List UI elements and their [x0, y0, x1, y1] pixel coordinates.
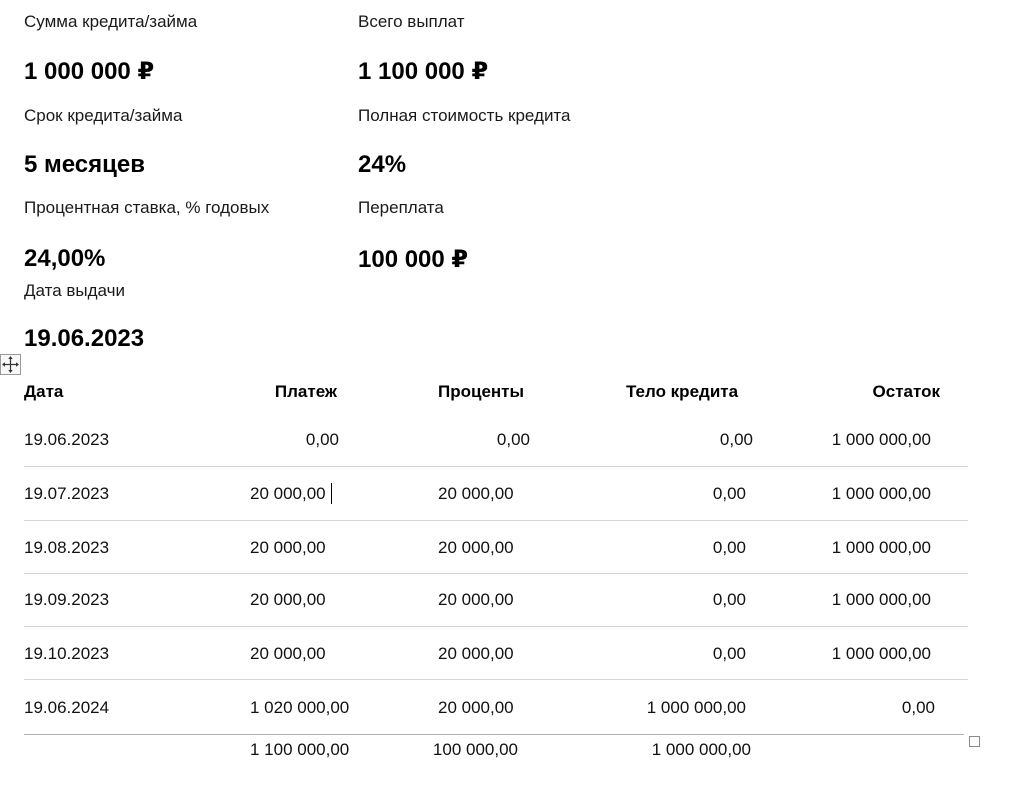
rate-value: 24,00% — [24, 245, 106, 272]
cell-payment[interactable]: 20 000,00 — [250, 484, 326, 503]
full-cost-label: Полная стоимость кредита — [358, 106, 571, 125]
cell-payment[interactable]: 1 020 000,00 — [250, 698, 350, 717]
total-payments-label: Всего выплат — [358, 12, 465, 31]
cell-balance[interactable]: 1 000 000,00 — [831, 484, 931, 503]
cell-principal[interactable]: 0,00 — [712, 644, 746, 663]
cell-balance[interactable]: 1 000 000,00 — [831, 538, 931, 557]
cell-principal[interactable]: 0,00 — [712, 538, 746, 557]
total-payments-value: 1 100 000 ₽ — [358, 58, 489, 85]
cell-balance[interactable]: 1 000 000,00 — [831, 644, 931, 663]
rate-label: Процентная ставка, % годовых — [24, 198, 270, 217]
issue-date-value: 19.06.2023 — [24, 325, 145, 352]
cell-balance[interactable]: 1 000 000,00 — [831, 590, 931, 609]
term-label: Срок кредита/займа — [24, 106, 183, 125]
cell-date[interactable]: 19.07.2023 — [24, 484, 110, 503]
totals-divider — [24, 734, 964, 735]
cell-interest[interactable]: 20 000,00 — [438, 698, 514, 717]
cell-date[interactable]: 19.06.2023 — [24, 430, 110, 449]
cell-date[interactable]: 19.08.2023 — [24, 538, 110, 557]
cell-payment[interactable]: 0,00 — [305, 430, 339, 449]
cell-payment[interactable]: 20 000,00 — [250, 644, 326, 663]
total-principal[interactable]: 1 000 000,00 — [651, 740, 751, 759]
overpayment-label: Переплата — [358, 198, 444, 217]
cell-interest[interactable]: 20 000,00 — [438, 644, 514, 663]
cell-payment[interactable]: 20 000,00 — [250, 590, 326, 609]
cell-principal[interactable]: 0,00 — [719, 430, 753, 449]
cell-principal[interactable]: 0,00 — [712, 484, 746, 503]
column-header-balance: Остаток — [872, 382, 940, 401]
cell-principal[interactable]: 1 000 000,00 — [646, 698, 746, 717]
column-header-interest: Проценты — [438, 382, 525, 401]
cell-payment[interactable]: 20 000,00 — [250, 538, 326, 557]
text-cursor — [331, 483, 332, 504]
cell-interest[interactable]: 0,00 — [496, 430, 530, 449]
cell-balance[interactable]: 0,00 — [901, 698, 935, 717]
cell-interest[interactable]: 20 000,00 — [438, 590, 514, 609]
cell-date[interactable]: 19.06.2024 — [24, 698, 110, 717]
row-divider — [24, 520, 968, 521]
issue-date-label: Дата выдачи — [24, 281, 125, 300]
row-divider — [24, 679, 968, 680]
cell-date[interactable]: 19.10.2023 — [24, 644, 110, 663]
column-header-principal: Тело кредита — [626, 382, 739, 401]
row-divider — [24, 466, 968, 467]
cell-balance[interactable]: 1 000 000,00 — [831, 430, 931, 449]
move-arrows-icon[interactable] — [0, 354, 21, 375]
column-header-payment: Платеж — [274, 382, 337, 401]
loan-amount-value: 1 000 000 ₽ — [24, 58, 155, 85]
cell-interest[interactable]: 20 000,00 — [438, 484, 514, 503]
full-cost-value: 24% — [358, 151, 407, 178]
overpayment-value: 100 000 ₽ — [358, 246, 469, 273]
cell-date[interactable]: 19.09.2023 — [24, 590, 110, 609]
term-value: 5 месяцев — [24, 151, 146, 178]
row-divider — [24, 626, 968, 627]
cell-interest[interactable]: 20 000,00 — [438, 538, 514, 557]
total-payment[interactable]: 1 100 000,00 — [250, 740, 350, 759]
total-interest[interactable]: 100 000,00 — [432, 740, 518, 759]
row-divider — [24, 573, 968, 574]
loan-amount-label: Сумма кредита/займа — [24, 12, 198, 31]
resize-handle-icon[interactable] — [969, 736, 980, 747]
column-header-date: Дата — [24, 382, 64, 401]
cell-principal[interactable]: 0,00 — [712, 590, 746, 609]
